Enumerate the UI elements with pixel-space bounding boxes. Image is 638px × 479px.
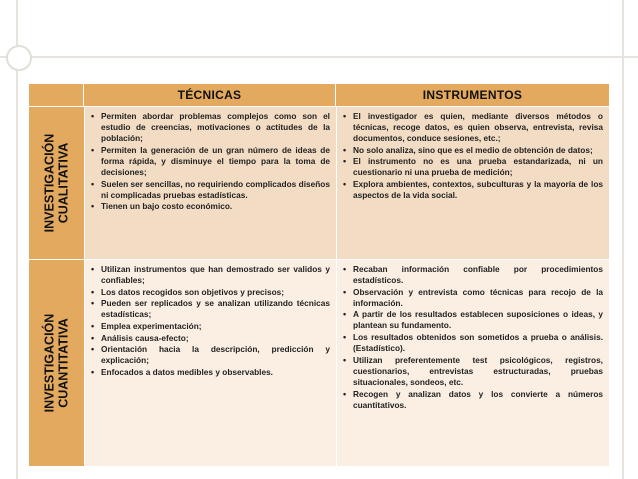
list-item: • Pueden ser replicados y se analizan utilizando técnicas estadísticas; (101, 298, 330, 320)
frame-line-top (0, 56, 638, 58)
list-item: • Explora ambientes, contextos, subculturas y la mayoría de los aspectos de la vida social. (353, 179, 603, 201)
list-item: • Enfocados a datos medibles y observables. (101, 367, 330, 378)
list-item: • A partir de los resultados establecen suposiciones o ideas, y plantean su fundamento. (353, 309, 603, 331)
row-label-cualitativa (29, 106, 84, 259)
list-item: • Utilizan preferentemente test psicológicos, registros, cuestionarios, entrevistas estructuradas, pruebas situacionales, sondeos, etc. (353, 355, 603, 388)
list-item: • No solo analiza, sino que es el medio de obtención de datos; (353, 145, 603, 156)
cell-cualitativa-tecnicas (84, 106, 336, 259)
list-item: • Suelen ser sencillas, no requiriendo complicados diseños ni complicadas pruebas estadísticas. (101, 179, 330, 201)
frame-line-left (16, 0, 18, 479)
list-item: • Los resultados obtenidos son sometidos a prueba o análisis. (Estadístico). (353, 332, 603, 354)
list-item: • Observación y entrevista como técnicas para recojo de la información. (353, 287, 603, 309)
row-label-line2: CUANTITATIVA (56, 318, 71, 408)
list-item: • Utilizan instrumentos que han demostrado ser validos y confiables; (101, 264, 330, 286)
list-item: • Orientación hacia la descripción, predicción y explicación; (101, 344, 330, 366)
list-item: • Recogen y analizan datos y los convierte a números cuantitativos. (353, 389, 603, 411)
cell-cuantitativa-tecnicas (84, 259, 336, 466)
frame-line-right (622, 0, 624, 479)
list-item: • Análisis causa-efecto; (101, 333, 330, 344)
header-instrumentos: INSTRUMENTOS (336, 84, 609, 106)
list-item: • Emplea experimentación; (101, 321, 330, 332)
list-item: • Los datos recogidos son objetivos y precisos; (101, 287, 330, 298)
cell-cualitativa-instrumentos (336, 106, 609, 259)
cell-cuantitativa-instrumentos (336, 259, 609, 466)
list-item: • Permiten la generación de un gran número de ideas de forma rápida, y disminuye el tiempo para la toma de decisiones; (101, 145, 330, 178)
comparison-table (29, 84, 609, 466)
row-label-line1: INVESTIGACIÓN (42, 313, 57, 413)
table-corner (29, 84, 84, 106)
list-item: • Tienen un bajo costo económico. (101, 201, 330, 212)
row-label-line1: INVESTIGACIÓN (42, 133, 57, 233)
list-item: • El investigador es quien, mediante diversos métodos o técnicas, recoge datos, es quien observa, entrevista, revisa documentos, conduce sesiones, etc.; (353, 111, 603, 144)
list-item: • El instrumento no es una prueba estandarizada, ni un cuestionario ni una prueba de medición; (353, 156, 603, 178)
list-item: • Recaban información confiable por procedimientos estadísticos. (353, 264, 603, 286)
header-tecnicas: TÉCNICAS (84, 84, 336, 106)
row-label-cuantitativa (29, 259, 84, 466)
list-item: • Permiten abordar problemas complejos como son el estudio de creencias, motivaciones o actitudes de la población; (101, 111, 330, 144)
row-label-line2: CUALITATIVA (56, 142, 71, 224)
decor-circle (6, 45, 32, 71)
